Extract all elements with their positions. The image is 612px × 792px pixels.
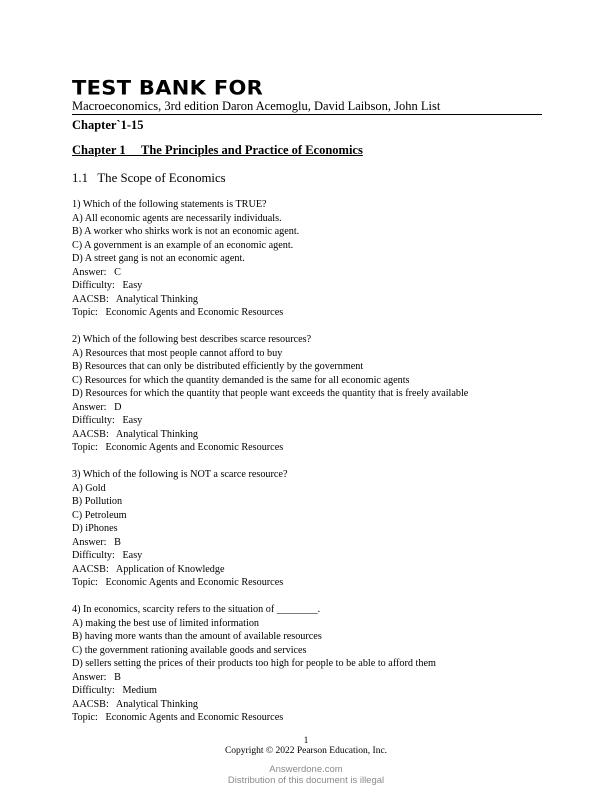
question-aacsb: AACSB: Analytical Thinking [72,293,199,305]
copyright-notice: Copyright © 2022 Pearson Education, Inc. [224,746,388,756]
answer-option-b: B) Resources that can only be distributed efficiently by the government [72,361,364,372]
page-number: 1 [303,736,309,746]
watermark-notice: Distribution of this document is illegal [227,775,385,786]
chapter-heading: Chapter 1 The Principles and Practice of Economics [72,143,363,157]
answer-option-a: A) making the best use of limited information [72,617,260,629]
answer-option-a: A) Gold [72,482,106,494]
question-block-3 [72,468,552,590]
answer-option-d: D) iPhones [72,523,118,534]
question-topic: Topic: Economic Agents and Economic Resources [72,577,284,588]
question-block-4 [72,603,552,725]
answer-option-d: D) A street gang is not an economic agent. [72,253,245,264]
question-difficulty: Difficulty: Easy [72,550,143,561]
question-block-1 [72,198,552,320]
document-title: TEST BANK FOR [72,76,264,100]
answer-option-b: B) having more wants than the amount of available resources [72,631,322,642]
question-difficulty: Difficulty: Easy [72,280,143,291]
question-answer: Answer: C [72,266,121,278]
question-answer: Answer: D [72,401,122,413]
question-prompt: 2) Which of the following best describes scarce resources? [72,334,312,345]
answer-option-c: C) the government rationing available goods and services [72,644,307,656]
chapter-range: Chapter`1-15 [72,118,144,132]
question-topic: Topic: Economic Agents and Economic Resources [72,712,284,723]
question-aacsb: AACSB: Analytical Thinking [72,428,199,440]
question-block-2 [72,333,552,455]
question-answer: Answer: B [72,536,121,548]
watermark-site: Answerdone.com [269,764,343,775]
question-prompt: 4) In economics, scarcity refers to the situation of ________. [72,604,321,615]
question-aacsb: AACSB: Application of Knowledge [72,563,225,575]
question-topic: Topic: Economic Agents and Economic Resources [72,442,284,453]
question-list [72,198,552,738]
question-prompt: 3) Which of the following is NOT a scarce resource? [72,469,288,480]
answer-option-b: B) Pollution [72,496,123,507]
answer-option-d: D) Resources for which the quantity that people want exceeds the quantity that is freely available [72,388,469,399]
question-topic: Topic: Economic Agents and Economic Resources [72,307,284,318]
question-prompt: 1) Which of the following statements is TRUE? [72,199,267,210]
answer-option-c: C) A government is an example of an economic agent. [72,239,294,251]
question-difficulty: Difficulty: Medium [72,685,157,696]
answer-option-b: B) A worker who shirks work is not an economic agent. [72,226,300,237]
answer-option-c: C) Petroleum [72,509,127,521]
answer-option-d: D) sellers setting the prices of their products too high for people to be able to afford them [72,658,436,669]
question-answer: Answer: B [72,671,121,683]
answer-option-a: A) All economic agents are necessarily individuals. [72,212,282,224]
question-difficulty: Difficulty: Easy [72,415,143,426]
answer-option-a: A) Resources that most people cannot afford to buy [72,347,283,359]
book-subtitle: Macroeconomics, 3rd edition Daron Acemoglu, David Laibson, John List [72,99,441,113]
question-aacsb: AACSB: Analytical Thinking [72,698,199,710]
section-heading: 1.1 The Scope of Economics [72,171,226,185]
header-divider [72,114,542,115]
answer-option-c: C) Resources for which the quantity demanded is the same for all economic agents [72,374,410,386]
